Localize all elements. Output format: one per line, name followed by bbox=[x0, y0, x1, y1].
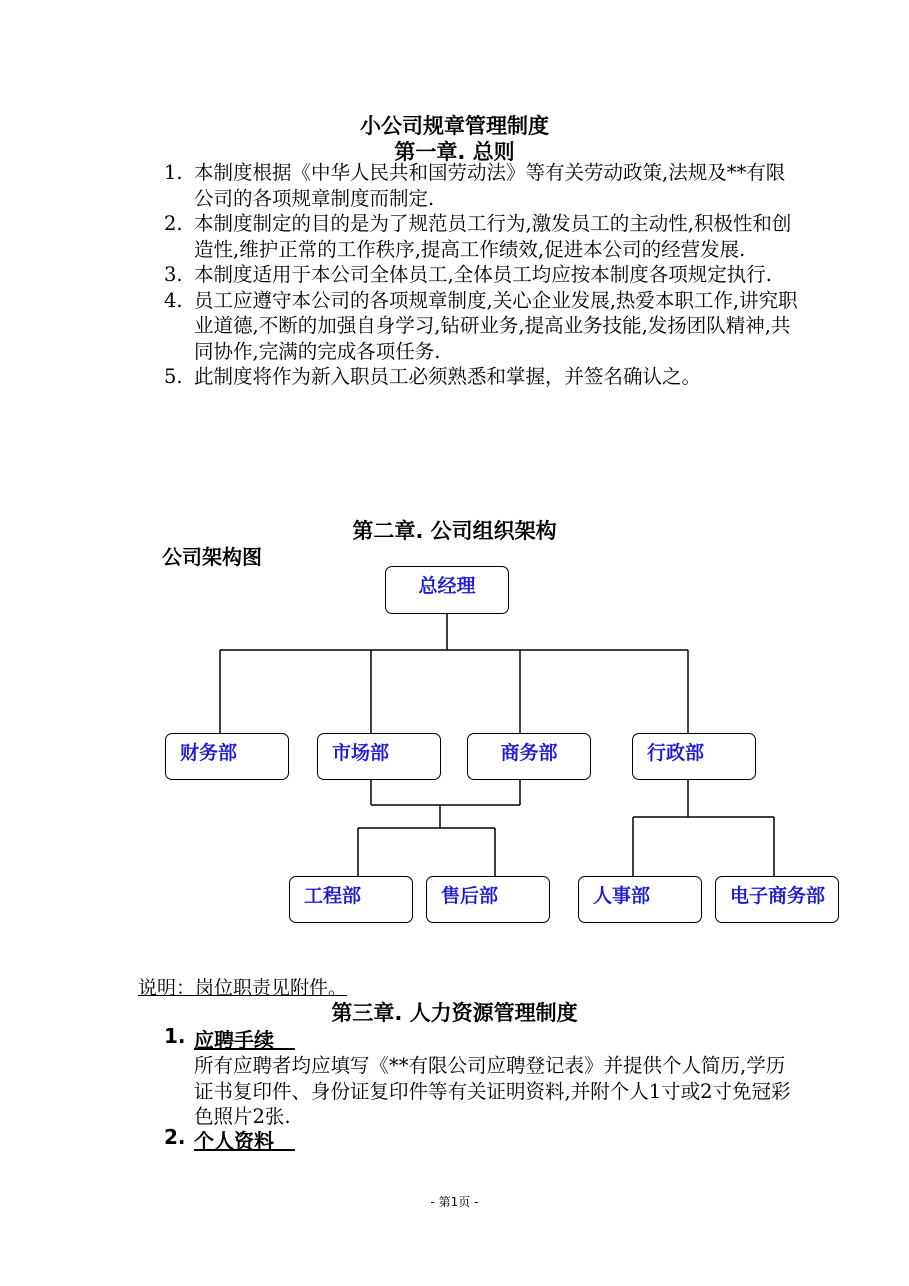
list-item-text: 本制度制定的目的是为了规范员工行为,激发员工的主动性,积极性和创造性,维护正常的工作秩序,提高工作绩效,促进本公司的经营发展. bbox=[194, 212, 792, 261]
org-node-business: 商务部 bbox=[467, 733, 591, 780]
section-heading: 1. 应聘手续 bbox=[164, 1024, 274, 1052]
chapter3-section-2 bbox=[164, 1125, 804, 1154]
page-footer: - 第1页 - bbox=[430, 1195, 479, 1209]
section-paragraph: 所有应聘者均应填写《**有限公司应聘登记表》并提供个人简历,学历证书复印件、身份证复印件等有关证明资料,并附个人1寸或2寸免冠彩色照片2张. bbox=[194, 1054, 791, 1128]
list-item: 1. 本制度根据《中华人民共和国劳动法》等有关劳动政策,法规及**有限公司的各项规章制度而制定. bbox=[164, 161, 786, 210]
list-item: 5. 此制度将作为新入职员工必须熟悉和掌握，并签名确认之。 bbox=[164, 365, 702, 388]
list-item: 2. 本制度制定的目的是为了规范员工行为,激发员工的主动性,积极性和创造性,维护正常的工作秩序,提高工作绩效,促进本公司的经营发展. bbox=[164, 212, 792, 261]
list-item-text: 本制度根据《中华人民共和国劳动法》等有关劳动政策,法规及**有限公司的各项规章制度而制定. bbox=[194, 161, 786, 210]
list-item: 3. 本制度适用于本公司全体员工,全体员工均应按本制度各项规定执行. bbox=[164, 263, 772, 286]
list-item-text: 此制度将作为新入职员工必须熟悉和掌握，并签名确认之。 bbox=[194, 365, 702, 388]
org-node-finance: 财务部 bbox=[165, 733, 289, 780]
org-node-hr: 人事部 bbox=[578, 876, 702, 923]
list-item-text: 员工应遵守本公司的各项规章制度,关心企业发展,热爱本职工作,讲究职业道德,不断的加强自身学习,钻研业务,提高业务技能,发扬团队精神,共同协作,完满的完成各项任务. bbox=[194, 288, 798, 363]
chapter2-title: 第二章. 公司组织架构 bbox=[352, 519, 557, 543]
org-node-general-manager: 总经理 bbox=[385, 566, 509, 614]
section-heading: 2. 个人资料 bbox=[164, 1125, 274, 1153]
org-node-market: 市场部 bbox=[317, 733, 441, 780]
org-node-aftersales: 售后部 bbox=[426, 876, 550, 923]
org-node-ecommerce: 电子商务部 bbox=[715, 876, 839, 923]
org-chart-note: 说明：岗位职责见附件。 bbox=[138, 977, 348, 999]
org-node-admin: 行政部 bbox=[632, 733, 756, 780]
org-node-engineering: 工程部 bbox=[289, 876, 413, 923]
chapter3-section-1 bbox=[164, 1024, 804, 1130]
org-chart-subtitle: 公司架构图 bbox=[162, 545, 262, 569]
chapter1-title: 第一章. 总则 bbox=[394, 140, 515, 164]
document-title: 小公司规章管理制度 bbox=[360, 114, 549, 138]
list-item-text: 本制度适用于本公司全体员工,全体员工均应按本制度各项规定执行. bbox=[194, 263, 772, 286]
chapter3-title: 第三章. 人力资源管理制度 bbox=[331, 1001, 578, 1025]
list-item: 4. 员工应遵守本公司的各项规章制度,关心企业发展,热爱本职工作,讲究职业道德,不断的加强自身学习,钻研业务,提高业务技能,发扬团队精神,共同协作,完满的完成各项任务. bbox=[164, 288, 798, 363]
